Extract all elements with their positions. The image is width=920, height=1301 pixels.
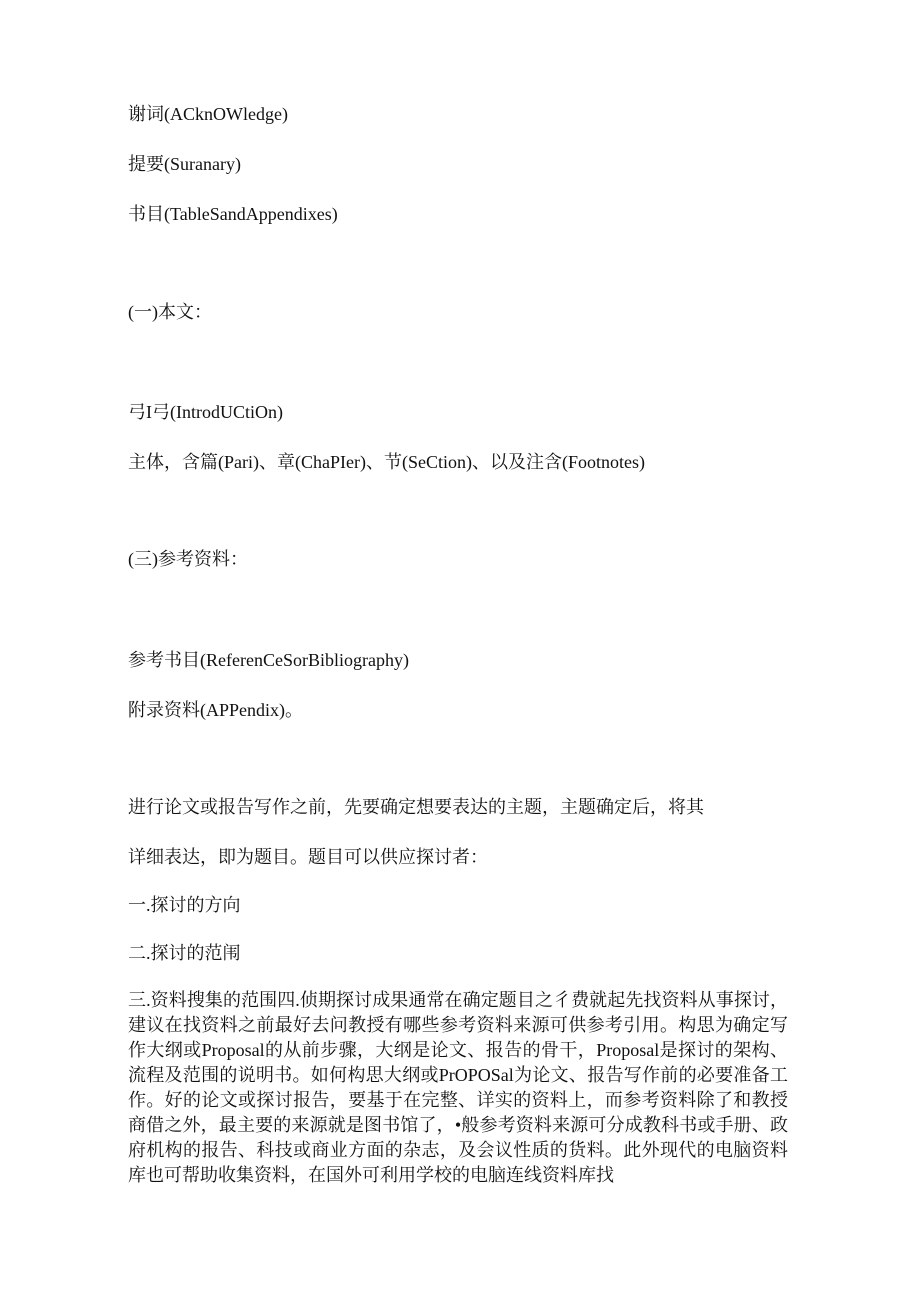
main-body-line: 主体，含篇(Pari)、章(ChaPIer)、节(SeCtion)、以及注含(Footnotes) [128,452,645,472]
summary-line: 提要(Suranary) [128,154,241,174]
topic-intro-line-2: 详细表达，即为题目。题目可以供应探讨者： [128,847,488,867]
section-heading-body: (一)本文： [128,302,212,322]
section-heading-references: (三)参考资料： [128,549,248,569]
topic-intro-line-1: 进行论文或报告写作之前，先要确定想要表达的主题，主题确定后，将其 [128,797,704,817]
list-item-scope: 二.探讨的范闱 [128,943,241,963]
introduction-line: 弓I弓(IntrodUCtiOn) [128,402,283,422]
body-paragraph: 三.资料搜集的范围四.侦期探讨成果通常在确定题目之彳费就起先找资料从事探讨，建议在找资料之前最好去问教授有哪些参考资料来源可供参考引用。构思为确定写作大纲或Proposal的从前步骤，大纲是论文、报告的骨干，Proposal是探讨的架构、流程及范围的说明书。如何构思大纲或PrOPOSal为论文、报告写作前的必要准备工作。好的论文或探讨报告，要基于在完整、详实的资料上，而参考资料除了和教授商借之外，最主要的来源就是图书馆了，•般参考资料来源可分成教科书或手册、政府机构的报告、科技或商业方面的杂志，及会议性质的货料。此外现代的电脑资料库也可帮助收集资料，在国外可利用学校的电脑连线资料库找 [128,990,788,1185]
list-item-direction: 一.探讨的方向 [128,895,241,915]
bibliography-line: 参考书目(ReferenCeSorBibliography) [128,650,409,670]
acknowledge-line: 谢词(ACknOWledge) [128,104,288,124]
appendix-line: 附录资料(APPendix)。 [128,700,303,720]
tables-appendixes-line: 书目(TableSandAppendixes) [128,204,338,224]
